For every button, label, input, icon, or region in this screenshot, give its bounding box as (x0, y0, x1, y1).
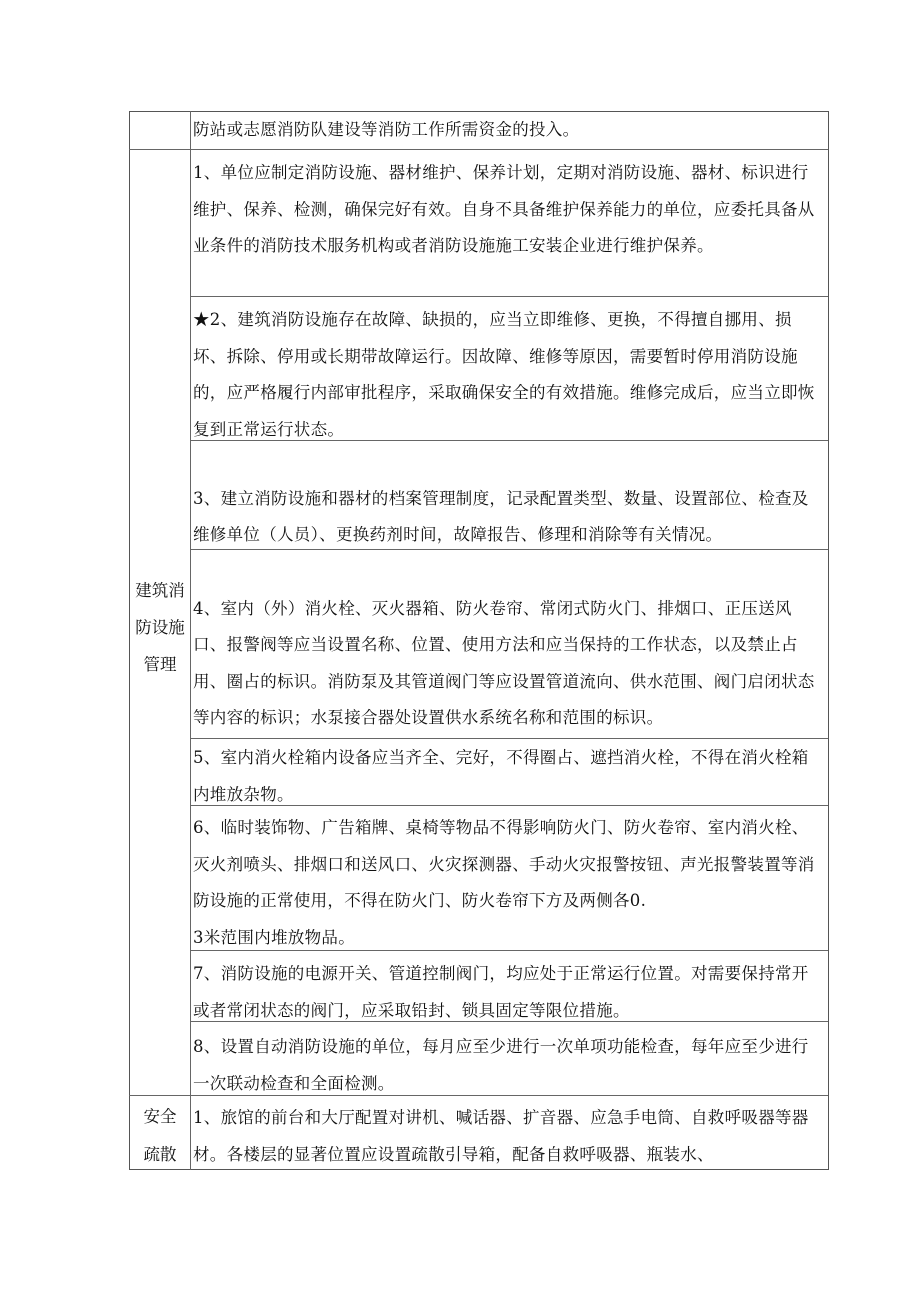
category-label-facility-management (130, 572, 190, 683)
funding-continuation-cell (191, 111, 828, 149)
item-signage-cell (191, 549, 828, 738)
category-divider (129, 1095, 191, 1096)
item-hydrant-box-cell (191, 738, 828, 805)
text-line: 6、临时装饰物、广告箱牌、桌椅等物品不得影响防火门、防火卷帘、室内消火栓、 (193, 818, 809, 837)
text-line (193, 444, 828, 481)
text-line: ★2、建筑消防设施存在故障、缺损的，应当立即维修、更换，不得擅自挪用、损 (193, 310, 792, 329)
text-line: 防站或志愿消防队建设等消防工作所需资金的投入。 (193, 120, 580, 139)
text-line: 3、建立消防设施和器材的档案管理制度，记录配置类型、数量、设置部位、检查及 (193, 488, 809, 508)
text-line: 一次联动检查和全面检测。 (193, 1073, 395, 1093)
text-line: 灭火剂喷头、排烟口和送风口、火灾探测器、手动火灾报警按钮、声光报警装置等消 (193, 854, 815, 874)
text-line: 等内容的标识；水泵接合器处设置供水系统名称和范围的标识。 (193, 708, 664, 727)
text-line: 8、设置自动消防设施的单位，每月应至少进行一次单项功能检查，每年应至少进行 (193, 1037, 809, 1056)
item-maintenance-plan-cell (191, 149, 828, 296)
text-line: 7、消防设施的电源开关、管道控制阀门，均应处于正常运行位置。对需要保持常开 (193, 964, 809, 983)
text-line: 坏、拆除、停用或长期带故障运行。因故障、维修等原因，需要暂时停用消防设施 (193, 346, 798, 366)
text-line: 的，应严格履行内部审批程序，采取确保安全的有效措施。维修完成后，应当立即恢 (193, 383, 815, 402)
item-valve-position-cell (191, 950, 828, 1021)
category-label-line: 安全 (143, 1107, 177, 1126)
item-auto-facility-check-cell (191, 1021, 828, 1095)
category-label-line: 疏散 (143, 1145, 177, 1164)
text-line: 内堆放杂物。 (193, 784, 294, 804)
item-no-obstruction-cell (191, 805, 828, 950)
text-line: 4、室内（外）消火栓、灭火器箱、防火卷帘、常闭式防火门、排烟口、正压送风 (193, 598, 792, 618)
text-line: 1、旅馆的前台和大厅配置对讲机、喊话器、扩音器、应急手电筒、自救呼吸器等器 (193, 1108, 809, 1127)
text-line: 业条件的消防技术服务机构或者消防设施施工安装企业进行维护保养。 (193, 236, 714, 255)
text-line: 防设施的正常使用，不得在防火门、防火卷帘下方及两侧各0. (193, 891, 647, 910)
category-label-evacuation (130, 1098, 190, 1174)
category-label-line: 防设施 (135, 618, 185, 637)
item-archive-management-cell (191, 440, 828, 549)
text-line: 口、报警阀等应当设置名称、位置、使用方法和应当保持的工作状态，以及禁止占 (193, 635, 798, 654)
text-line: 1、单位应制定消防设施、器材维护、保养计划，定期对消防设施、器材、标识进行 (193, 163, 809, 182)
text-line: 用、圈占的标识。消防泵及其管道阀门等应设置管道流向、供水范围、阀门启闭状态 (193, 671, 815, 691)
category-divider (129, 149, 191, 150)
text-line: 材。各楼层的显著位置应设置疏散引导箱，配备自救呼吸器、瓶装水、 (193, 1144, 714, 1164)
item-evacuation-equipment-cell (191, 1095, 828, 1170)
category-label-line: 建筑消 (135, 581, 185, 600)
text-line: 维修单位（人员）、更换药剂时间，故障报告、修理和消除等有关情况。 (193, 525, 723, 544)
text-line: 3米范围内堆放物品。 (193, 927, 355, 947)
category-label-line: 管理 (143, 655, 177, 674)
text-line (193, 554, 828, 591)
text-line: 复到正常运行状态。 (193, 419, 345, 439)
text-line: 或者常闭状态的阀门，应采取铅封、锁具固定等限位措施。 (193, 1000, 630, 1020)
text-line: 维护、保养、检测，确保完好有效。自身不具备维护保养能力的单位，应委托具备从 (193, 199, 815, 219)
text-line: 5、室内消火栓箱内设备应当齐全、完好，不得圈占、遮挡消火栓，不得在消火栓箱 (193, 748, 809, 767)
item-repair-faults-cell (191, 296, 828, 440)
